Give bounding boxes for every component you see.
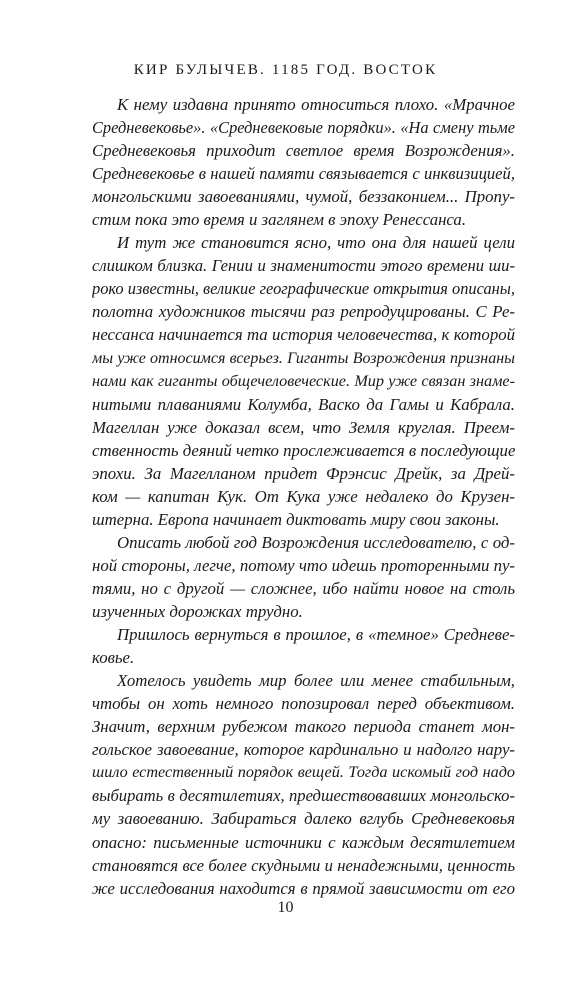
text-line: полотна художников тысячи раз репродуцированы. С Ре- bbox=[92, 302, 515, 322]
text-line: тями, но с другой — сложнее, ибо найти новое на столь bbox=[92, 578, 515, 598]
text-line: мы уже относимся всерьез. Гиганты Возрождения признаны bbox=[92, 349, 515, 367]
text-line: выбирать в десятилетиях, предшествовавших монгольско- bbox=[92, 786, 515, 806]
text-line: К нему издавна принято относиться плохо. «Мрачное bbox=[117, 95, 515, 114]
text-line: чтобы он хоть немного попозировал перед объективом. bbox=[92, 694, 515, 714]
text-line: изученных дорожках трудно. bbox=[92, 602, 303, 622]
text-line: Описать любой год Возрождения исследователю, с од- bbox=[117, 532, 515, 552]
text-line: нессанса начинается та история человечества, к которой bbox=[92, 325, 515, 345]
text-line: И тут же становится ясно, что она для нашей цели bbox=[117, 233, 515, 253]
text-line: Средневековье в нашей памяти связывается с инквизицией, bbox=[92, 164, 515, 184]
text-line: нитыми плаваниями Колумба, Васко да Гамы и Кабрала. bbox=[92, 394, 515, 414]
running-head: КИР БУЛЫЧЕВ. 1185 ГОД. ВОСТОК bbox=[133, 62, 438, 78]
text-line: гольское завоевание, которое кардинально и надолго нару- bbox=[92, 740, 515, 760]
page-number: 10 bbox=[277, 899, 294, 916]
text-line: Средневековье». «Средневековые порядки». «На смену тьме bbox=[92, 118, 515, 138]
text-line: слишком близка. Гении и знаменитости этого времени ши- bbox=[92, 256, 515, 276]
text-line: становятся все более скудными и ненадежными, ценность bbox=[92, 855, 515, 875]
text-line: эпохи. За Магелланом придет Фрэнсис Дрейк, за Дрей- bbox=[92, 463, 515, 483]
text-line: Средневековья приходит светлое время Возрождения». bbox=[92, 141, 515, 161]
text-line: ственность деяний четко прослеживается в последующие bbox=[92, 440, 515, 460]
text-line: монгольскими завоеваниями, чумой, беззаконием... Пропу- bbox=[92, 187, 515, 207]
text-line: штерна. Европа начинает диктовать миру свои законы. bbox=[92, 509, 500, 529]
text-line: стим пока это время и заглянем в эпоху Ренессанса. bbox=[92, 210, 467, 230]
text-line: Значит, верхним рубежом такого периода станет мон- bbox=[92, 717, 515, 737]
text-line: Хотелось увидеть мир более или менее стабильным, bbox=[117, 671, 515, 691]
text-line: ком — капитан Кук. От Кука уже недалеко до Крузен- bbox=[92, 486, 515, 506]
text-line: роко известны, великие географические открытия описаны, bbox=[92, 279, 515, 299]
text-line: нами как гиганты общечеловеческие. Мир уже связан знаме- bbox=[92, 371, 515, 390]
body-text bbox=[92, 93, 515, 900]
text-line: шило естественный порядок вещей. Тогда искомый год надо bbox=[92, 763, 515, 782]
text-line: же исследования находится в прямой зависимости от его bbox=[92, 878, 515, 898]
text-line: ковье. bbox=[92, 648, 135, 668]
text-line: му завоеванию. Забираться далеко вглубь Средневековья bbox=[92, 809, 515, 829]
text-line: Пришлось вернуться в прошлое, в «темное» Средневе- bbox=[117, 625, 515, 645]
text-line: опасно: письменные источники с каждым десятилетием bbox=[92, 832, 515, 852]
text-line: ной стороны, легче, потому что идешь проторенными пу- bbox=[92, 555, 515, 575]
text-line: Магеллан уже доказал всем, что Земля круглая. Преем- bbox=[92, 417, 515, 437]
